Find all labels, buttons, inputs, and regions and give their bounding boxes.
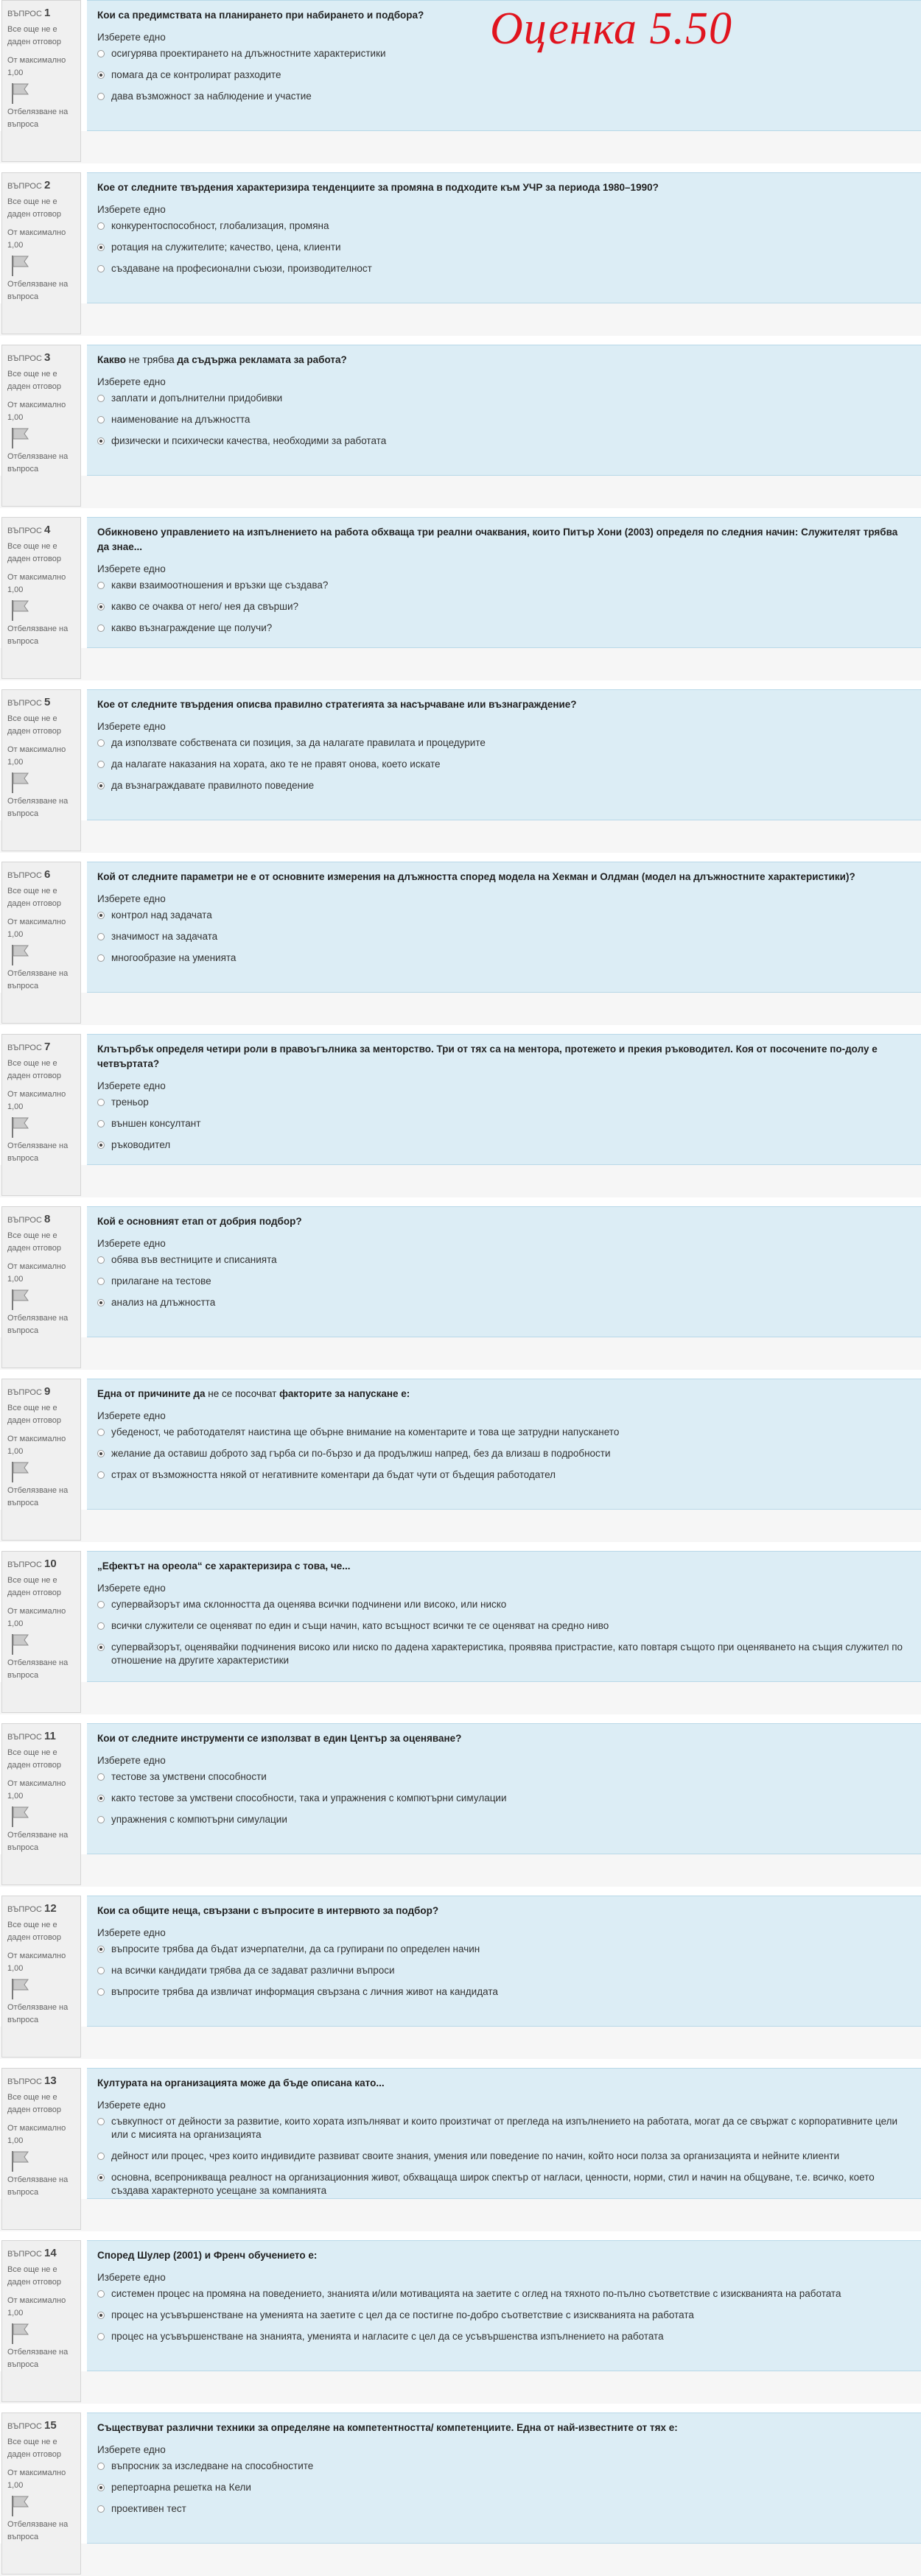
question-block [0,172,921,336]
max-points-value: 1,00 [7,413,24,422]
answer-label: убеденост, че работодателят наистина ще обърне внимание на коментарите и това ще затрудни напускането [111,1426,620,1437]
flag-question-link[interactable]: Отбелязване на въпроса [7,1486,69,1507]
question-text: Клътърбък определя четири роли в правоъгълника за менторство. Три от тях са на ментора, протежето и прекия ръководител. Коя от посочените по-долу е четвъртата? [97,1044,878,1069]
question-status: Все още не е даден отговор [7,1748,61,1770]
question-info [1,862,81,1024]
question-number: ВЪПРОС 3 [7,351,51,364]
answer-label: какво се очаква от него/ нея да свърши? [111,601,299,612]
max-points-value: 1,00 [7,1102,24,1111]
question-content [87,345,921,476]
radio-icon[interactable] [97,1946,105,1953]
flag-icon[interactable] [10,2323,29,2345]
answer-option[interactable] [97,1275,911,1288]
question-text: Кой от следните параметри не е от основните измерения на длъжността според модела на Хекман и Олдман (модел на длъжностните характеристики)? [97,871,855,882]
radio-icon[interactable] [97,1988,105,1996]
answer-label: значимост на задачата [111,931,218,942]
flag-icon[interactable] [10,772,29,794]
answer-label: страх от възможността някой от негативните коментари да бъдат чути от бъдещия работодател [111,1469,556,1480]
question-status: Все още не е даден отговор [7,714,61,736]
answer-label: ротация на служителите; качество, цена, клиенти [111,242,341,253]
choose-one-prompt: Изберете едно [97,1080,166,1091]
radio-icon[interactable] [97,265,105,272]
question-content [87,1379,921,1510]
radio-icon[interactable] [97,912,105,919]
question-block [0,1896,921,2059]
answer-label: контрол над задачата [111,909,212,921]
answer-label: създаване на професионални съюзи, производителност [111,263,372,274]
radio-icon[interactable] [97,2174,105,2181]
question-content [87,862,921,993]
question-block [0,1723,921,1887]
question-status: Все още не е даден отговор [7,1231,61,1253]
answer-label: физически и психически качества, необходими за работата [111,435,387,446]
radio-icon[interactable] [97,1299,105,1306]
question-number: ВЪПРОС 13 [7,2074,57,2087]
answer-label: въпросите трябва да извличат информация свързана с личния живот на кандидата [111,1986,498,1997]
max-points-label: От максимално [7,1090,66,1099]
question-block [0,2413,921,2576]
question-number: ВЪПРОС 5 [7,696,51,708]
question-block [0,689,921,853]
radio-icon[interactable] [97,1141,105,1149]
question-content [87,2068,921,2199]
question-info [1,345,81,507]
question-text: Кои от следните инструменти се използват в един Център за оценяване? [97,1733,462,1744]
answer-label: основна, всепроникваща реалност на организационния живот, обхващаща широк спектър от нагласи, ценности, норми, стил и начин на общуване, т.е. всичко, което създава характерното усещане за компанията [111,2172,875,2196]
flag-question-link[interactable]: Отбелязване на въпроса [7,2348,69,2369]
question-content [87,689,921,820]
radio-icon[interactable] [97,954,105,962]
radio-icon[interactable] [97,1278,105,1285]
max-points-value: 1,00 [7,1619,24,1628]
answer-option[interactable] [97,600,911,613]
question-text: Съществуват различни техники за определяне на компетентността/ компетенциите. Една от най-известните от тях е: [97,2422,678,2433]
max-points-value: 1,00 [7,1447,24,1456]
question-number: ВЪПРОС 2 [7,179,51,191]
radio-icon[interactable] [97,1622,105,1630]
answer-option[interactable] [97,1426,911,1439]
answer-option[interactable] [97,1117,911,1130]
radio-icon[interactable] [97,222,105,230]
flag-question-link[interactable]: Отбелязване на въпроса [7,2003,69,2024]
question-block [0,0,921,163]
max-points-label: От максимално [7,2124,66,2133]
flag-question-link[interactable]: Отбелязване на въпроса [7,2175,69,2197]
radio-icon[interactable] [97,93,105,100]
radio-icon[interactable] [97,2463,105,2470]
max-points-label: От максимално [7,1779,66,1788]
question-info [1,1723,81,1885]
max-points-label: От максимално [7,2468,66,2477]
question-status: Все още не е даден отговор [7,2093,61,2114]
question-number: ВЪПРОС 4 [7,524,51,536]
flag-icon[interactable] [10,255,29,277]
answer-option[interactable] [97,1985,911,1999]
answer-option[interactable] [97,779,911,792]
question-content [87,1896,921,2027]
answer-label: на всички кандидати трябва да се задават различни въпроси [111,1965,395,1976]
question-number: ВЪПРОС 14 [7,2247,57,2259]
max-points-label: От максимално [7,573,66,582]
radio-icon[interactable] [97,1601,105,1608]
question-text: Кои са общите неща, свързани с въпросите в интервюто за подбор? [97,1905,439,1916]
question-status: Все още не е даден отговор [7,1576,61,1597]
flag-icon[interactable] [10,82,29,105]
radio-icon[interactable] [97,2333,105,2340]
answer-label: дава възможност за наблюдение и участие [111,91,312,102]
choose-one-prompt: Изберете едно [97,1238,166,1249]
answer-option[interactable] [97,579,911,592]
flag-icon[interactable] [10,1116,29,1139]
answer-label: всички служители се оценяват по един и същи начин, като всъщност всички те се оценяват на средно ниво [111,1620,609,1631]
answer-label: въпросите трябва да бъдат изчерпателни, да са групирани по определен начин [111,1943,480,1954]
radio-icon[interactable] [97,1099,105,1106]
choose-one-prompt: Изберете едно [97,1755,166,1766]
choose-one-prompt: Изберете едно [97,32,166,43]
answer-option[interactable] [97,262,911,275]
answer-label: прилагане на тестове [111,1275,211,1287]
choose-one-prompt: Изберете едно [97,563,166,574]
answer-label: помага да се контролират разходите [111,69,281,80]
question-info [1,0,81,162]
max-points-value: 1,00 [7,2309,24,2318]
max-points-label: От максимално [7,745,66,754]
max-points-label: От максимално [7,1435,66,1443]
answer-option[interactable] [97,392,911,405]
answer-label: осигурява проектирането на длъжностните характеристики [111,48,386,59]
answer-label: желание да оставиш доброто зад гърба си по-бързо и да продължиш напред, без да влизаш в подробности [111,1448,611,1459]
question-info [1,689,81,851]
question-text: Какво не трябва да съдържа рекламата за работа? [97,354,347,365]
answer-label: да възнаграждавате правилното поведение [111,780,315,791]
question-text: Кои са предимствата на планирането при набирането и подбора? [97,10,424,21]
question-number: ВЪПРОС 8 [7,1213,51,1225]
question-info [1,2068,81,2230]
question-text: Кой е основният етап от добрия подбор? [97,1216,302,1227]
radio-icon[interactable] [97,1471,105,1479]
question-status: Все още не е даден отговор [7,25,61,46]
radio-icon[interactable] [97,395,105,402]
choose-one-prompt: Изберете едно [97,1927,166,1938]
max-points-value: 1,00 [7,1275,24,1284]
answer-option[interactable] [97,1943,911,1956]
radio-icon[interactable] [97,739,105,747]
answer-label: обява във вестниците и списанията [111,1254,277,1265]
answer-label: упражнения с компютърни симулации [111,1814,287,1825]
answer-option[interactable] [97,1296,911,1309]
answer-option[interactable] [97,2481,911,2494]
max-points-value: 1,00 [7,758,24,767]
question-text: Кое от следните твърдения описва правилно стратегията за насърчаване или възнаграждение? [97,699,577,710]
question-block [0,1206,921,1370]
answer-label: съвкупност от дейности за развитие, които хората изпълняват и които произтичат от прегледа на изпълнението на работата, могат да се свържат с корпоративните цели или с мисията на организацията [111,2116,898,2140]
max-points-value: 1,00 [7,2136,24,2145]
question-content [87,172,921,303]
question-content [87,2413,921,2544]
question-number: ВЪПРОС 15 [7,2419,57,2432]
flag-icon[interactable] [10,599,29,622]
answer-option[interactable] [97,2330,911,2343]
question-content [87,1723,921,1854]
question-info [1,1206,81,1368]
question-status: Все още не е даден отговор [7,1921,61,1942]
answer-option[interactable] [97,736,911,750]
answer-option[interactable] [97,930,911,943]
question-info [1,1551,81,1713]
answer-label: заплати и допълнителни придобивки [111,393,283,404]
question-block [0,862,921,1025]
answer-option[interactable] [97,2115,911,2142]
choose-one-prompt: Изберете едно [97,376,166,387]
flag-icon[interactable] [10,944,29,966]
answer-label: тестове за умствени способности [111,1771,267,1782]
question-number: ВЪПРОС 9 [7,1385,51,1398]
answer-option[interactable] [97,1813,911,1826]
answer-label: процес на усъвършенстване на уменията на заетите с цел да се постигне по-добро съответствие с изискванията на работата [111,2309,694,2320]
radio-icon[interactable] [97,624,105,632]
question-status: Все още не е даден отговор [7,2438,61,2459]
radio-icon[interactable] [97,1644,105,1651]
question-content [87,1206,921,1337]
max-points-value: 1,00 [7,2481,24,2490]
answer-label: наименование на длъжността [111,414,251,425]
question-info [1,517,81,679]
flag-question-link[interactable]: Отбелязване на въпроса [7,969,69,990]
answer-option[interactable] [97,1964,911,1977]
answer-option[interactable] [97,622,911,635]
choose-one-prompt: Изберете едно [97,2444,166,2455]
answer-option[interactable] [97,1619,911,1633]
flag-question-link[interactable]: Отбелязване на въпроса [7,452,69,474]
flag-question-link[interactable]: Отбелязване на въпроса [7,1314,69,1335]
answer-label: да налагате наказания на хората, ако те не правят онова, което искате [111,759,441,770]
question-status: Все още не е даден отговор [7,197,61,219]
answer-option[interactable] [97,1641,911,1667]
question-block [0,2240,921,2404]
choose-one-prompt: Изберете едно [97,1583,166,1594]
radio-icon[interactable] [97,782,105,789]
answer-option[interactable] [97,1139,911,1152]
answer-option[interactable] [97,1253,911,1267]
answer-option[interactable] [97,68,911,82]
question-block [0,2068,921,2231]
question-text: Една от причините да не се посочват факторите за напускане е: [97,1388,410,1399]
answer-label: процес на усъвършенстване на знанията, уменията и нагласите с цел да се усъвършенства изпълнението на работата [111,2331,664,2342]
choose-one-prompt: Изберете едно [97,2272,166,2283]
choose-one-prompt: Изберете едно [97,204,166,215]
answer-option[interactable] [97,1468,911,1482]
question-text: Културата на организацията може да бъде описана като... [97,2077,385,2088]
question-info [1,1379,81,1541]
answer-label: супервайзорът, оценявайки подчинения високо или ниско по дадена характеристика, проявява пристрастие, като повтаря същото при оценяването на същия служител по отношение на другите характеристики [111,1641,903,1666]
question-content [87,2240,921,2371]
answer-label: многообразие на уменията [111,952,237,963]
question-text: Според Шулер (2001) и Френч обучението е: [97,2250,318,2261]
radio-icon[interactable] [97,1256,105,1264]
question-block [0,517,921,680]
radio-icon[interactable] [97,1773,105,1781]
radio-icon[interactable] [97,50,105,57]
answer-label: какво възнаграждение ще получи? [111,622,273,633]
choose-one-prompt: Изберете едно [97,1410,166,1421]
max-points-label: От максимално [7,1607,66,1616]
question-content [87,1034,921,1165]
max-points-value: 1,00 [7,68,24,77]
flag-question-link[interactable]: Отбелязване на въпроса [7,624,69,646]
question-status: Все още не е даден отговор [7,1059,61,1080]
max-points-label: От максимално [7,401,66,409]
max-points-label: От максимално [7,1952,66,1960]
radio-icon[interactable] [97,761,105,768]
answer-label: въпросник за изследване на способностите [111,2460,314,2471]
answer-label: репертоарна решетка на Кели [111,2482,251,2493]
flag-question-link[interactable]: Отбелязване на въпроса [7,1141,69,1163]
radio-icon[interactable] [97,933,105,940]
answer-option[interactable] [97,2309,911,2322]
question-number: ВЪПРОС 6 [7,868,51,881]
answer-option[interactable] [97,909,911,922]
flag-icon[interactable] [10,1633,29,1655]
radio-icon[interactable] [97,2312,105,2319]
answer-option[interactable] [97,2150,911,2163]
flag-question-link[interactable]: Отбелязване на въпроса [7,1658,69,1680]
question-number: ВЪПРОС 11 [7,1730,56,1742]
radio-icon[interactable] [97,2505,105,2513]
question-info [1,2413,81,2575]
flag-question-link[interactable]: Отбелязване на въпроса [7,797,69,818]
flag-icon[interactable] [10,427,29,449]
question-block [0,345,921,508]
question-block [0,1379,921,1542]
radio-icon[interactable] [97,2153,105,2160]
radio-icon[interactable] [97,437,105,445]
max-points-value: 1,00 [7,241,24,250]
radio-icon[interactable] [97,2484,105,2491]
question-number: ВЪПРОС 10 [7,1558,57,1570]
answer-option[interactable] [97,413,911,426]
question-text: Обикновено управлението на изпълнението на работа обхваща три реални очаквания, които Питър Хони (2003) определя по следния начин: Служителят трябва да знае... [97,527,898,552]
flag-icon[interactable] [10,2495,29,2517]
question-status: Все още не е даден отговор [7,1404,61,1425]
question-content [87,517,921,648]
question-number: ВЪПРОС 7 [7,1041,51,1053]
grade-label: Оценка 5.50 [490,4,733,54]
answer-label: треньор [111,1097,149,1108]
radio-icon[interactable] [97,1816,105,1823]
radio-icon[interactable] [97,1450,105,1457]
question-block [0,1551,921,1714]
answer-option[interactable] [97,1770,911,1784]
flag-icon[interactable] [10,2150,29,2172]
flag-question-link[interactable]: Отбелязване на въпроса [7,108,69,129]
choose-one-prompt: Изберете едно [97,721,166,732]
answer-label: какви взаимоотношения и връзки ще създава? [111,580,329,591]
answer-option[interactable] [97,219,911,233]
max-points-label: От максимално [7,918,66,926]
answer-label: системен процес на промяна на поведението, знанията и/или мотивацията на заетите с оглед на тяхното по-пълно съответствие с изискванията на работата [111,2288,841,2299]
answer-label: супервайзорът има склонността да оценява всички подчинени или високо, или ниско [111,1599,507,1610]
radio-icon[interactable] [97,603,105,610]
radio-icon[interactable] [97,71,105,79]
question-status: Все още не е даден отговор [7,2265,61,2287]
radio-icon[interactable] [97,1795,105,1802]
radio-icon[interactable] [97,416,105,423]
radio-icon[interactable] [97,1120,105,1127]
question-text: Кое от следните твърдения характеризира тенденциите за промяна в подходите към УЧР за периода 1980–1990? [97,182,659,193]
radio-icon[interactable] [97,1429,105,1436]
max-points-label: От максимално [7,1262,66,1271]
flag-icon[interactable] [10,1978,29,2000]
question-status: Все още не е даден отговор [7,887,61,908]
answer-label: анализ на длъжността [111,1297,216,1308]
answer-option[interactable] [97,758,911,771]
radio-icon[interactable] [97,244,105,251]
question-content [87,1551,921,1682]
answer-label: ръководител [111,1139,171,1150]
answer-option[interactable] [97,2460,911,2473]
choose-one-prompt: Изберете едно [97,893,166,904]
max-points-value: 1,00 [7,585,24,594]
max-points-label: От максимално [7,2296,66,2305]
radio-icon[interactable] [97,1967,105,1974]
radio-icon[interactable] [97,2290,105,2298]
question-status: Все още не е даден отговор [7,542,61,563]
max-points-value: 1,00 [7,1792,24,1801]
answer-label: да използвате собствената си позиция, за да налагате правилата и процедурите [111,737,486,748]
max-points-value: 1,00 [7,1964,24,1973]
answer-option[interactable] [97,434,911,448]
answer-option[interactable] [97,1096,911,1109]
answer-label: конкурентоспособност, глобализация, промяна [111,220,329,231]
flag-icon[interactable] [10,1461,29,1483]
question-info [1,1034,81,1196]
answer-label: дейност или процес, чрез които индивидите развиват своите знания, умения или поведение по начин, който носи полза за организацията и нейните клиенти [111,2150,840,2161]
answer-option[interactable] [97,1792,911,1805]
answer-option[interactable] [97,2171,911,2197]
question-info [1,172,81,334]
answer-label: както тестове за умствени способности, така и упражнения с компютърни симулации [111,1792,507,1803]
flag-question-link[interactable]: Отбелязване на въпроса [7,280,69,301]
max-points-label: От максимално [7,228,66,237]
max-points-label: От максимално [7,56,66,65]
radio-icon[interactable] [97,582,105,589]
question-info [1,2240,81,2402]
flag-icon[interactable] [10,1289,29,1311]
radio-icon[interactable] [97,2118,105,2125]
answer-option[interactable] [97,2287,911,2301]
question-status: Все още не е даден отговор [7,370,61,391]
answer-option[interactable] [97,1598,911,1611]
question-info [1,1896,81,2058]
answer-option[interactable] [97,1447,911,1460]
question-text: „Ефектът на ореола“ се характеризира с това, че... [97,1560,351,1572]
answer-option[interactable] [97,241,911,254]
question-number: ВЪПРОС 1 [7,7,51,19]
answer-label: външен консултант [111,1118,201,1129]
max-points-value: 1,00 [7,930,24,939]
flag-question-link[interactable]: Отбелязване на въпроса [7,1831,69,1852]
answer-option[interactable] [97,90,911,103]
answer-label: проективен тест [111,2503,186,2514]
question-block [0,1034,921,1197]
choose-one-prompt: Изберете едно [97,2100,166,2111]
answer-option[interactable] [97,2502,911,2516]
question-number: ВЪПРОС 12 [7,1902,57,1915]
flag-question-link[interactable]: Отбелязване на въпроса [7,2520,69,2541]
flag-icon[interactable] [10,1806,29,1828]
answer-option[interactable] [97,951,911,965]
